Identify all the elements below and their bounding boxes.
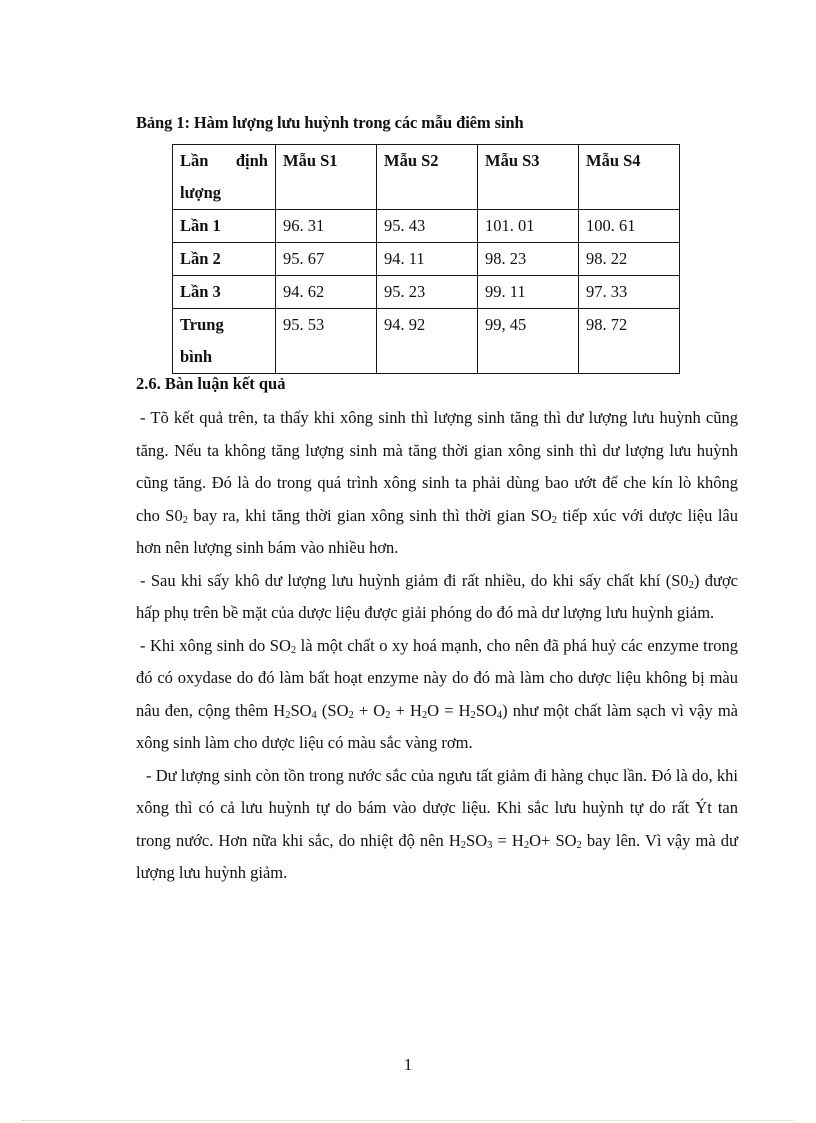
header-cell-trial [173,145,276,210]
paragraph-2: - Sau khi sấy khô dư lượng lưu huỳnh giảm đi rất nhiều, do khi sấy chất khí $(S0_2)$ được hấp phụ trên bề mặt của dược liệu được giải phóng do đó mà dư lượng lưu huỳnh giảm. [136,570,738,622]
paragraph-4: - Dư lượng sinh còn tồn trong nước sắc của ngưu tất giảm đi hàng chục lần. Đó là do, khi xông thì có cả lưu huỳnh tự do bám vào dược liệu. Khi sắc lưu huỳnh tự do rất Ýt tan trong nước. Hơn nữa khi sắc, do nhiệt độ nên $H_2SO_3 = H_2O+ SO_2$ bay lên. Vì vậy mà dư lượng lưu huỳnh giảm. [136,765,738,882]
table-cell: 97. 33 [579,276,680,309]
table-row [173,309,680,374]
header-cell-s2: Mẫu S2 [377,145,478,210]
table-cell: 99. 11 [478,276,579,309]
table-cell: 95. 43 [377,210,478,243]
row-label-line: Trung [180,315,224,334]
table-cell: 98. 22 [579,243,680,276]
header-word: lượng [180,183,222,202]
table-cell: 95. 53 [276,309,377,374]
table-row [173,243,680,276]
page-number: 1 [403,1055,413,1074]
table-cell: 94. 92 [377,309,478,374]
table-cell: 94. 11 [377,243,478,276]
header-cell-s3: Mẫu S3 [478,145,579,210]
table-cell: 95. 23 [377,276,478,309]
table-cell: 98. 72 [579,309,680,374]
sulfur-content-table [172,144,680,374]
row-label: Lần 3 [173,276,276,309]
table-header-row [173,145,680,210]
section-heading: 2.6. Bàn luận kết quả [136,374,286,393]
table-cell: 98. 23 [478,243,579,276]
footer-divider [22,1120,794,1121]
row-label: Lần 2 [173,243,276,276]
paragraph-3: - Khi xông sinh do $SO_2$ là một chất o xy hoá mạnh, cho nên đã phá huỷ các enzyme trong đó có oxydase do đó làm bất hoạt enzyme này do đó mà làm cho dược liệu không bị màu nâu đen, cộng thêm $H_2SO_4$ $(SO_2 + O_2 + H_2O = H_2SO_4)$ như một chất làm sạch vì vậy mà xông sinh làm cho dược liệu có màu sắc vàng rơm. [136,635,739,752]
discussion-body [136,402,738,890]
row-label-line: bình [180,347,213,366]
header-word: Lần [180,151,209,170]
table-row [173,276,680,309]
table-cell: 101. 01 [478,210,579,243]
table-cell: 95. 67 [276,243,377,276]
header-word: định [235,151,268,170]
table-caption: Bảng 1: Hàm lượng lưu huỳnh trong các mẫu điêm sinh [136,113,524,132]
table-cell: 96. 31 [276,210,377,243]
header-cell-s1: Mẫu S1 [276,145,377,210]
header-cell-s4: Mẫu S4 [579,145,680,210]
table-cell: 94. 62 [276,276,377,309]
table-row [173,210,680,243]
row-label [173,309,276,374]
row-label: Lần 1 [173,210,276,243]
table-cell: 99, 45 [478,309,579,374]
table-cell: 100. 61 [579,210,680,243]
paragraph-1: - Tõ kết quả trên, ta thấy khi xông sinh thì lượng sinh tăng thì dư lượng lưu huỳnh cũng tăng. Nếu ta không tăng lượng sinh mà tăng thời gian xông sinh thì dư lượng lưu huỳnh cũng tăng. Đó là do trong quá trình xông sinh ta phải dùng bao ướt để che kín lò không cho $S0_2$ bay ra, khi tăng thời gian xông sinh thì thời gian $SO_2$ tiếp xúc với dược liệu lâu hơn nên lượng sinh bám vào nhiều hơn. [136,408,738,557]
